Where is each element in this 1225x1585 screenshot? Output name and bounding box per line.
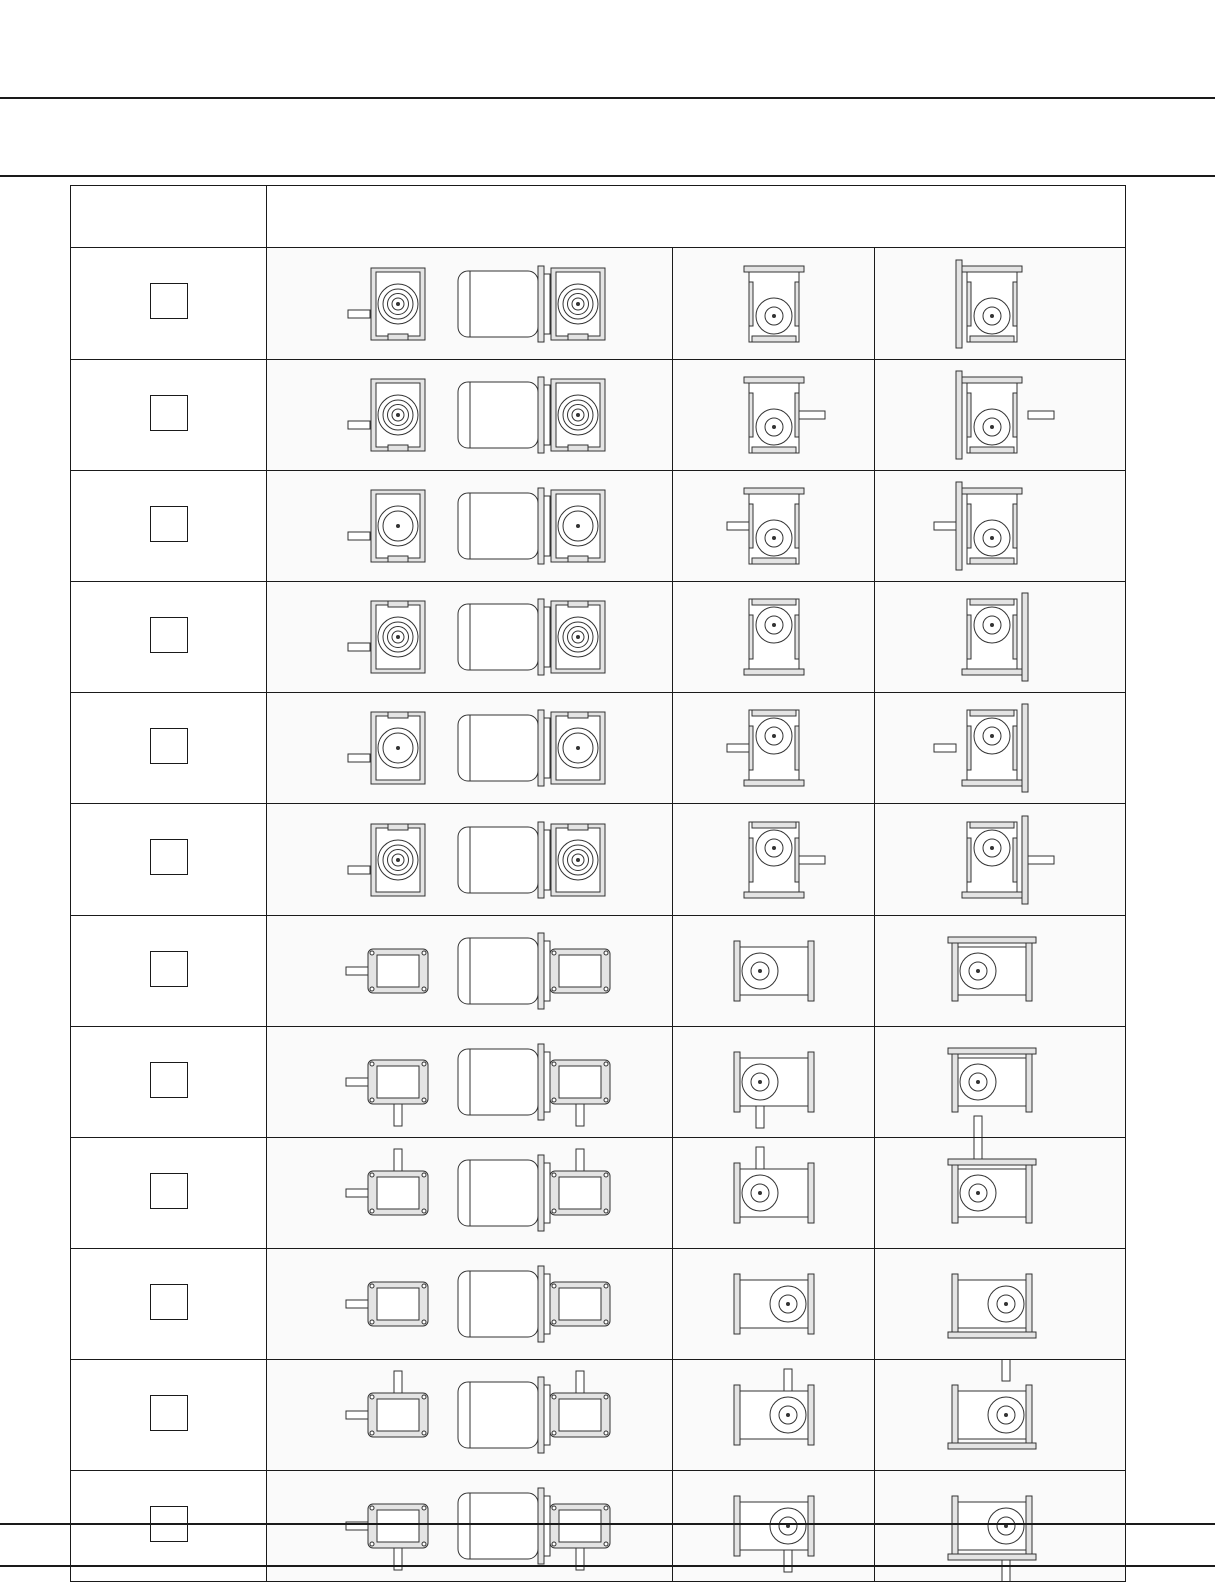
mounting-drawing-flange <box>880 916 1120 1026</box>
mounting-drawing-main <box>270 1138 670 1248</box>
position-code-cell <box>71 360 267 471</box>
position-code-box <box>150 951 188 987</box>
mounting-drawing-main-cell <box>267 360 673 471</box>
mounting-drawing-flange-cell <box>875 248 1126 360</box>
mounting-drawing-flange-cell <box>875 693 1126 804</box>
position-code-cell <box>71 916 267 1027</box>
position-code-box <box>150 1395 188 1431</box>
mounting-drawing-flange-cell <box>875 360 1126 471</box>
mounting-drawing-side-cell <box>673 804 875 916</box>
position-code-cell <box>71 248 267 360</box>
mounting-drawing-side-cell <box>673 248 875 360</box>
mounting-drawing-side-cell <box>673 471 875 582</box>
top-rule <box>0 97 1215 99</box>
position-code-box <box>150 395 188 431</box>
mounting-drawing-side-cell <box>673 582 875 693</box>
mounting-drawing-flange-cell <box>875 1360 1126 1471</box>
mounting-drawing-flange-cell <box>875 582 1126 693</box>
mounting-drawing-side-cell <box>673 1249 875 1360</box>
mounting-drawing-side <box>674 1027 874 1137</box>
mounting-drawing-side <box>674 693 874 803</box>
mounting-drawing-side <box>674 582 874 692</box>
mounting-drawing-flange <box>880 1138 1120 1248</box>
mounting-drawing-flange <box>880 693 1120 803</box>
mounting-drawing-flange <box>880 805 1120 915</box>
mounting-drawing-main <box>270 249 670 359</box>
table-row <box>71 1249 1126 1360</box>
mounting-drawing-side <box>674 916 874 1026</box>
position-code-box <box>150 506 188 542</box>
mounting-drawing-main-cell <box>267 916 673 1027</box>
position-code-box <box>150 617 188 653</box>
mounting-drawing-main-cell <box>267 471 673 582</box>
mounting-drawing-flange-cell <box>875 1249 1126 1360</box>
position-code-box <box>150 728 188 764</box>
position-code-box <box>150 283 188 319</box>
position-code-cell <box>71 1138 267 1249</box>
position-code-cell <box>71 693 267 804</box>
mounting-drawing-side-cell <box>673 360 875 471</box>
mounting-drawing-main-cell <box>267 1027 673 1138</box>
mounting-drawing-main-cell <box>267 804 673 916</box>
mounting-drawing-main-cell <box>267 1249 673 1360</box>
table-row <box>71 1027 1126 1138</box>
position-code-cell <box>71 1027 267 1138</box>
mounting-drawing-flange <box>880 471 1120 581</box>
mounting-drawing-side-cell <box>673 916 875 1027</box>
table-header-row <box>71 186 1126 248</box>
table-row <box>71 916 1126 1027</box>
mounting-drawing-flange-cell <box>875 916 1126 1027</box>
mounting-drawing-side <box>674 249 874 359</box>
table-row <box>71 1138 1126 1249</box>
position-code-box <box>150 839 188 875</box>
position-column-header <box>267 186 1126 248</box>
table-row <box>71 1360 1126 1471</box>
position-code-box <box>150 1173 188 1209</box>
mounting-drawing-main <box>270 805 670 915</box>
mounting-drawing-side <box>674 1249 874 1359</box>
mounting-drawing-main <box>270 916 670 1026</box>
footer-rule-bottom <box>0 1565 1215 1567</box>
mounting-drawing-flange <box>880 1360 1120 1470</box>
mounting-drawing-side-cell <box>673 1138 875 1249</box>
table-row <box>71 693 1126 804</box>
mounting-drawing-flange <box>880 249 1120 359</box>
table-row <box>71 360 1126 471</box>
table-row <box>71 582 1126 693</box>
mounting-drawing-main-cell <box>267 582 673 693</box>
mounting-drawing-main <box>270 471 670 581</box>
mounting-drawing-flange-cell <box>875 1027 1126 1138</box>
mounting-drawing-side-cell <box>673 1360 875 1471</box>
mounting-drawing-flange <box>880 1249 1120 1359</box>
mounting-drawing-flange-cell <box>875 471 1126 582</box>
table-row <box>71 471 1126 582</box>
mounting-position-table <box>70 185 1126 1582</box>
mounting-drawing-main <box>270 360 670 470</box>
mounting-drawing-main <box>270 1027 670 1137</box>
position-code-cell <box>71 1249 267 1360</box>
mounting-drawing-flange-cell <box>875 804 1126 916</box>
position-code-cell <box>71 471 267 582</box>
mounting-drawing-main-cell <box>267 1138 673 1249</box>
mounting-drawing-side-cell <box>673 1027 875 1138</box>
footer-rule-top <box>0 1523 1215 1525</box>
position-code-cell <box>71 804 267 916</box>
position-code-cell <box>71 1360 267 1471</box>
mounting-drawing-main <box>270 1360 670 1470</box>
mounting-drawing-side <box>674 471 874 581</box>
mounting-drawing-main-cell <box>267 248 673 360</box>
mounting-drawing-main <box>270 582 670 692</box>
mounting-drawing-side <box>674 805 874 915</box>
mounting-drawing-main <box>270 693 670 803</box>
mounting-drawing-side <box>674 1138 874 1248</box>
mounting-drawing-flange <box>880 582 1120 692</box>
mounting-drawing-flange-cell <box>875 1138 1126 1249</box>
header-rule <box>0 175 1215 177</box>
mounting-drawing-side-cell <box>673 693 875 804</box>
position-code-box <box>150 1284 188 1320</box>
table-row <box>71 248 1126 360</box>
mounting-drawing-side <box>674 1360 874 1470</box>
code-column-header <box>71 186 267 248</box>
mounting-drawing-main-cell <box>267 693 673 804</box>
mounting-drawing-side <box>674 360 874 470</box>
mounting-drawing-flange <box>880 360 1120 470</box>
table-row <box>71 804 1126 916</box>
mounting-drawing-main-cell <box>267 1360 673 1471</box>
table-body <box>71 248 1126 1582</box>
mounting-drawing-main <box>270 1249 670 1359</box>
mounting-drawing-flange <box>880 1027 1120 1137</box>
position-code-box <box>150 1062 188 1098</box>
position-code-cell <box>71 582 267 693</box>
